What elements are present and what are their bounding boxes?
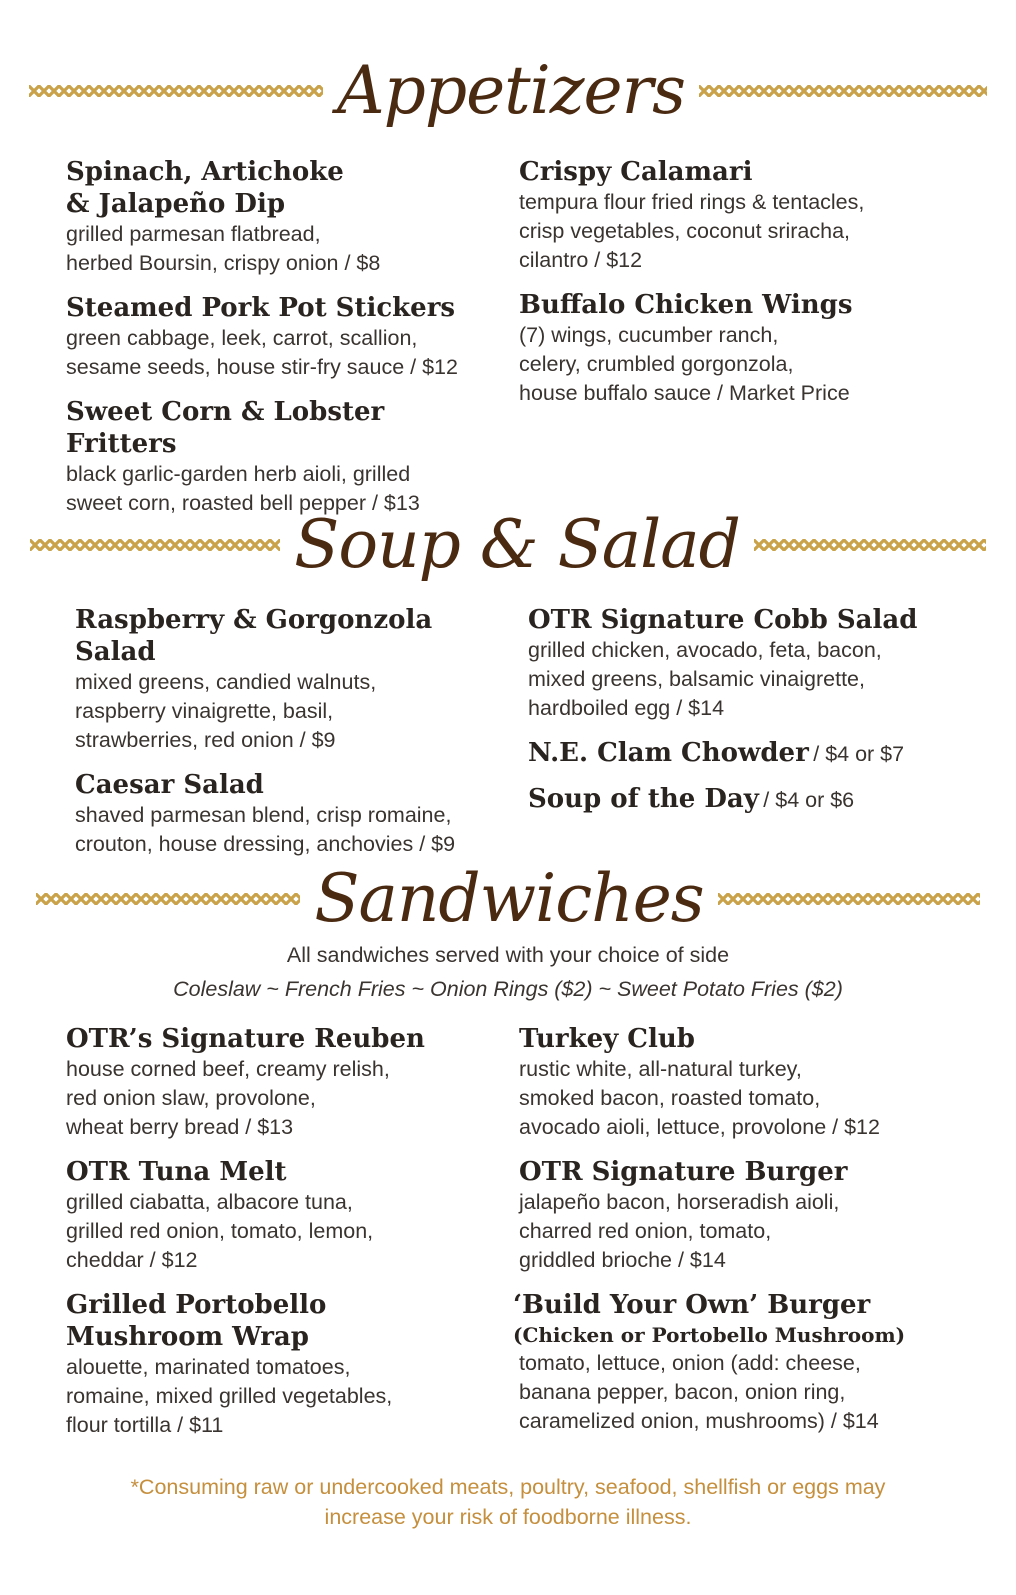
item-name: Crispy Calamari: [519, 157, 753, 187]
item-name: OTR Signature Cobb Salad: [528, 605, 918, 635]
appetizers-left-column: [66, 156, 496, 532]
item-description: jalapeño bacon, horseradish aioli, charred red onion, tomato, griddled brioche / $14: [519, 1190, 840, 1272]
menu-item: [66, 156, 496, 278]
item-description: green cabbage, leek, carrot, scallion, sesame seeds, house stir-fry sauce / $12: [66, 326, 458, 379]
appetizers-header: [0, 52, 1016, 129]
menu-item-soup: [528, 783, 958, 815]
food-safety-disclaimer: *Consuming raw or undercooked meats, poultry, seafood, shellfish or eggs may increase your risk of foodborne illness.: [130, 1475, 886, 1529]
item-name: Turkey Club: [519, 1024, 695, 1054]
item-name: Caesar Salad: [75, 770, 264, 800]
menu-item: [75, 604, 505, 755]
item-price: / $4 or $6: [763, 788, 855, 812]
item-description: grilled chicken, avocado, feta, bacon, mixed greens, balsamic vinaigrette, hardboiled egg / $14: [528, 638, 882, 720]
item-description: shaved parmesan blend, crisp romaine, crouton, house dressing, anchovies / $9: [75, 803, 456, 856]
sandwiches-title: Sandwiches: [314, 860, 704, 937]
item-name: ‘Build Your Own’ Burger: [513, 1290, 871, 1320]
item-description: tomato, lettuce, onion (add: cheese, banana pepper, bacon, onion ring, caramelized onion, mushrooms) / $14: [519, 1351, 879, 1433]
menu-item: [75, 769, 505, 859]
menu-item: [66, 292, 496, 382]
menu-item: [66, 1023, 496, 1142]
menu-item: [513, 1289, 959, 1436]
sandwiches-left-column: [66, 1023, 496, 1454]
item-name: OTR Signature Burger: [519, 1157, 848, 1187]
item-description: tempura flour fried rings & tentacles, crisp vegetables, coconut sriracha, cilantro / $12: [519, 190, 865, 272]
item-name: Soup of the Day: [528, 784, 759, 814]
ornamental-divider-left: [30, 539, 280, 551]
appetizers-right-column: [519, 156, 939, 422]
item-description: rustic white, all-natural turkey, smoked bacon, roasted tomato, avocado aioli, lettuce, provolone / $12: [519, 1057, 880, 1139]
sandwiches-right-column: [513, 1023, 959, 1450]
menu-item: [519, 156, 939, 275]
item-description: house corned beef, creamy relish, red onion slaw, provolone, wheat berry bread / $13: [66, 1057, 390, 1139]
item-description: grilled parmesan flatbread, herbed Boursin, crispy onion / $8: [66, 222, 381, 275]
item-subtitle: (Chicken or Portobello Mushroom): [513, 1323, 906, 1347]
item-name: Raspberry & Gorgonzola Salad: [75, 605, 433, 667]
ornamental-divider-right: [718, 893, 980, 905]
soup-salad-right-column: [528, 604, 958, 829]
item-description: grilled ciabatta, albacore tuna, grilled red onion, tomato, lemon, cheddar / $12: [66, 1190, 374, 1272]
sandwiches-header: [0, 860, 1016, 937]
soup-salad-title: Soup & Salad: [294, 506, 740, 583]
item-name: Sweet Corn & Lobster Fritters: [66, 397, 385, 459]
item-name: OTR’s Signature Reuben: [66, 1024, 425, 1054]
item-name: Steamed Pork Pot Stickers: [66, 293, 456, 323]
item-name: OTR Tuna Melt: [66, 1157, 287, 1187]
item-description: mixed greens, candied walnuts, raspberry vinaigrette, basil, strawberries, red onion / $9: [75, 670, 377, 752]
menu-item: [66, 1289, 496, 1440]
ornamental-divider-left: [36, 893, 300, 905]
item-name: Buffalo Chicken Wings: [519, 290, 853, 320]
item-name: Grilled Portobello Mushroom Wrap: [66, 1290, 327, 1352]
ornamental-divider-right: [754, 539, 986, 551]
menu-item: [66, 1156, 496, 1275]
item-price: / $4 or $7: [813, 742, 905, 766]
item-description: alouette, marinated tomatoes, romaine, mixed grilled vegetables, flour tortilla / $11: [66, 1355, 393, 1437]
item-description: (7) wings, cucumber ranch, celery, crumbled gorgonzola, house buffalo sauce / Market Price: [519, 323, 850, 405]
menu-item: [519, 289, 939, 408]
soup-salad-left-column: [75, 604, 505, 873]
menu-item: [519, 1156, 959, 1275]
ornamental-divider-left: [29, 85, 323, 97]
menu-item-soup: [528, 737, 958, 769]
ornamental-divider-right: [699, 85, 987, 97]
appetizers-title: Appetizers: [336, 52, 686, 129]
sides-note: All sandwiches served with your choice of side: [286, 943, 730, 967]
item-name: Spinach, Artichoke & Jalapeño Dip: [66, 157, 344, 219]
menu-item: [528, 604, 958, 723]
menu-item: [66, 396, 496, 518]
item-description: black garlic-garden herb aioli, grilled sweet corn, roasted bell pepper / $13: [66, 462, 420, 515]
menu-item: [519, 1023, 959, 1142]
sides-options: Coleslaw ~ French Fries ~ Onion Rings ($2) ~ Sweet Potato Fries ($2): [173, 977, 843, 1001]
soup-salad-header: [0, 506, 1016, 583]
item-name: N.E. Clam Chowder: [528, 738, 809, 768]
